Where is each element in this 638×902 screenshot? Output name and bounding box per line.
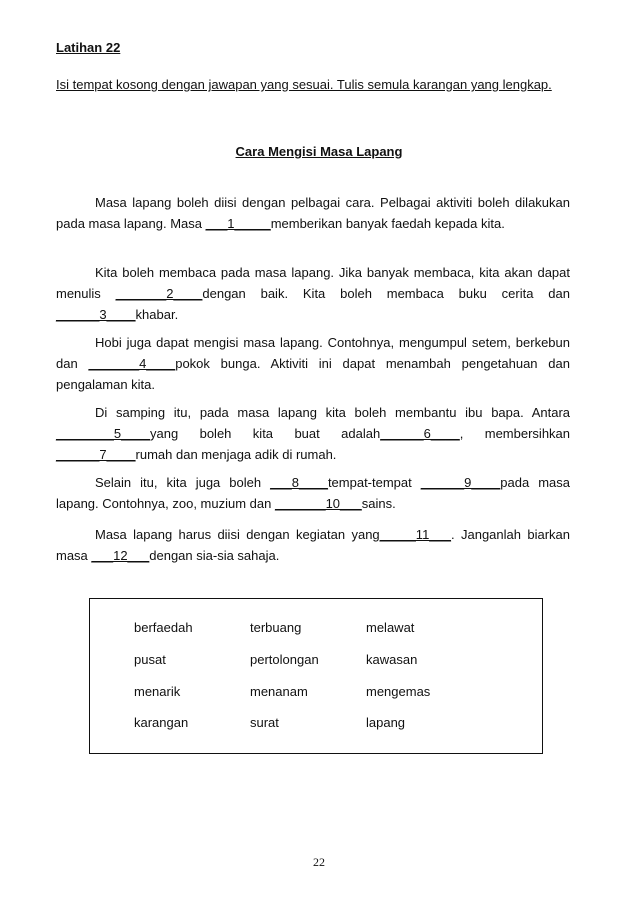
- blank-9[interactable]: ______9____: [420, 475, 501, 490]
- word-option[interactable]: lapang: [366, 715, 406, 730]
- exercise-title: Latihan 22: [56, 40, 121, 55]
- word-bank-box: [89, 598, 543, 754]
- blank-5[interactable]: ________5____: [56, 426, 150, 441]
- paragraph-1: Masa lapang boleh diisi dengan pelbagai cara. Pelbagai aktiviti boleh dilakukan pada masa lapang. Masa ___1_____memberikan banyak faedah kepada kita.: [56, 195, 570, 231]
- word-option[interactable]: surat: [250, 715, 279, 730]
- blank-6[interactable]: ______6____: [380, 426, 460, 441]
- blank-1[interactable]: ___1_____: [205, 216, 271, 231]
- word-option[interactable]: menarik: [134, 684, 181, 699]
- paragraph-5: Selain itu, kita juga boleh ___8____tempat-tempat ______9____pada masa lapang. Contohnya, zoo, muzium dan _______10___sains.: [56, 475, 570, 511]
- blank-4[interactable]: _______4____: [88, 356, 176, 371]
- essay-title: Cara Mengisi Masa Lapang: [235, 144, 403, 159]
- blank-11[interactable]: _____11___: [379, 527, 451, 542]
- word-option[interactable]: berfaedah: [134, 620, 193, 635]
- paragraph-6: Masa lapang harus diisi dengan kegiatan yang_____11___. Janganlah biarkan masa ___12___dengan sia-sia sahaja.: [56, 527, 570, 563]
- paragraph-3: Hobi juga dapat mengisi masa lapang. Contohnya, mengumpul setem, berkebun dan _______4____pokok bunga. Aktiviti ini dapat menambah pengetahuan dan pengalaman kita.: [56, 335, 570, 392]
- blank-2[interactable]: _______2____: [115, 286, 203, 301]
- word-option[interactable]: pusat: [134, 652, 166, 667]
- blank-3[interactable]: ______3____: [56, 307, 136, 322]
- blank-7[interactable]: ______7____: [56, 447, 136, 462]
- blank-10[interactable]: _______10___: [274, 496, 362, 511]
- blank-12[interactable]: ___12___: [91, 548, 150, 563]
- word-option[interactable]: kawasan: [366, 652, 418, 667]
- paragraph-4: Di samping itu, pada masa lapang kita boleh membantu ibu bapa. Antara ________5____yang boleh kita buat adalah______6____, membersihkan ______7____rumah dan menjaga adik di rumah.: [56, 405, 571, 462]
- word-option[interactable]: menanam: [250, 684, 308, 699]
- blank-8[interactable]: ___8____: [270, 475, 328, 490]
- word-option[interactable]: pertolongan: [250, 652, 319, 667]
- paragraph-2: Kita boleh membaca pada masa lapang. Jika banyak membaca, kita akan dapat menulis _______2____dengan baik. Kita boleh membaca buku cerita dan ______3____khabar.: [56, 265, 570, 322]
- word-option[interactable]: karangan: [134, 715, 189, 730]
- word-option[interactable]: mengemas: [366, 684, 431, 699]
- word-option[interactable]: melawat: [366, 620, 415, 635]
- page-number: 22: [313, 855, 325, 869]
- word-option[interactable]: terbuang: [250, 620, 302, 635]
- instruction-text: Isi tempat kosong dengan jawapan yang sesuai. Tulis semula karangan yang lengkap.: [56, 77, 552, 92]
